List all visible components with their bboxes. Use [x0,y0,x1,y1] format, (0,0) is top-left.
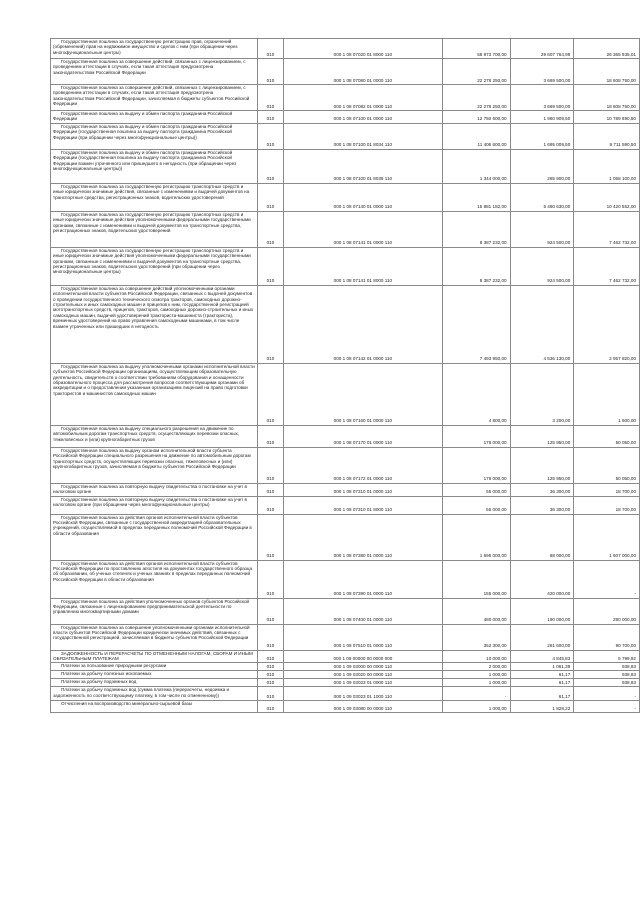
table-row [51,598,640,624]
row-line-code-cell: 010 [257,679,283,687]
table-row [51,701,640,713]
row-approved-amount-cell: 4 800,00 [442,363,510,425]
row-executed-amount-cell: 1 061,39 [510,663,574,671]
table-row [51,560,640,598]
table-row [51,663,640,671]
row-executed-amount-cell: 265 900,00 [510,149,574,183]
row-line-code-cell: 010 [257,598,283,624]
row-budget-code-cell: 000 1 09 03080 00 0000 110 [283,701,442,713]
row-approved-amount-cell: 176 000,00 [442,447,510,483]
row-executed-amount-cell: 190 000,00 [510,598,574,624]
table-row [51,624,640,650]
row-unexecuted-amount-cell: 26 365 935,01 [574,39,640,59]
row-line-code-cell: 010 [257,447,283,483]
table-row [51,425,640,447]
table-row [51,85,640,111]
row-line-code-cell: 010 [257,183,283,211]
row-name-cell: Государственная пошлина за выдачу органом исполнительной власти субъекта Российской Федерации специального разрешения на движение по автомобильным дорогам транспортных средств, осуществляющих перевозки опасных, тяжеловесных и (или) крупногабаритных грузов, зачисляемая в бюджеты субъектов Российской Федерации [51,447,258,483]
row-unexecuted-amount-cell: 10 420 552,00 [574,183,640,211]
row-name-cell: Государственная пошлина за действия уполномоченных органов субъектов Российской Федерации, связанные с лицензированием предпринимательской деятельности по управлению многоквартирными домами [51,598,258,624]
row-approved-amount-cell: 1 000,00 [442,679,510,687]
row-executed-amount-cell: 61,17 [510,671,574,679]
row-line-code-cell: 010 [257,650,283,663]
table-row [51,183,640,211]
row-unexecuted-amount-cell: 7 462 732,00 [574,211,640,247]
row-executed-amount-cell: 61,17 [510,679,574,687]
row-unexecuted-amount-cell: 50 050,00 [574,425,640,447]
row-approved-amount-cell: 22 278 250,00 [442,59,510,85]
table-row [51,123,640,149]
row-executed-amount-cell: 924 500,00 [510,211,574,247]
row-executed-amount-cell: 924 500,00 [510,247,574,285]
row-name-cell: Государственная пошлина за выдачу уполномоченными органами исполнительной власти субъектов Российской Федерации организациям, осуществляющим образовательную деятельность, свидетельств о соответствии требованиям оборудования и оснащенности образовательного процесса для рассмотрения вопросов соответствующими органами об аккредитации и о предоставлении указанным организациям лицензий на право подготовки трактористов и машинистов самоходных машин [51,363,258,425]
table-row [51,247,640,285]
row-name-cell: Государственная пошлина за государственную регистрацию транспортных средств и иные юридически значимые действия уполномоченными федеральными государственными органами, связанные с изменениями и выдачей документов на транспортные средства, регистрационных знаков, водительских удостоверений [51,211,258,247]
row-approved-amount-cell: 1 344 000,00 [442,149,510,183]
row-approved-amount-cell: 56 973 700,00 [442,39,510,59]
row-line-code-cell: 010 [257,111,283,124]
row-executed-amount-cell: 1 828,22 [510,701,574,713]
row-name-cell: Государственная пошлина за выдачу специального разрешения на движение по автомобильным дорогам транспортных средств, осуществляющих перевозки опасных, тяжеловесных и (или) крупногабаритных грузов [51,425,258,447]
row-executed-amount-cell: 29 607 764,99 [510,39,574,59]
table-row [51,483,640,496]
row-executed-amount-cell: 3 200,00 [510,363,574,425]
row-approved-amount-cell: 155 000,00 [442,560,510,598]
row-unexecuted-amount-cell: 7 462 732,00 [574,247,640,285]
row-approved-amount-cell: 1 000,00 [442,671,510,679]
row-approved-amount-cell: 2 000,00 [442,663,510,671]
row-line-code-cell: 010 [257,149,283,183]
row-line-code-cell: 010 [257,211,283,247]
row-budget-code-cell: 000 1 08 07141 01 8000 110 [283,247,442,285]
row-budget-code-cell: 000 1 08 07142 01 0000 110 [283,285,442,363]
table-row [51,285,640,363]
row-approved-amount-cell: 480 000,00 [442,598,510,624]
row-name-cell: Государственная пошлина за выдачу и обмен паспорта гражданина Российской Федерации (государственная пошлина за выдачу паспорта гражданина Российской Федерации (при обращении через многофункциональные центры)) [51,123,258,149]
row-approved-amount-cell: 8 387 232,00 [442,247,510,285]
row-unexecuted-amount-cell: 18 608 750,00 [574,59,640,85]
row-unexecuted-amount-cell: 290 000,00 [574,598,640,624]
row-name-cell: Платежи за добычу полезных ископаемых [51,671,258,679]
row-name-cell: Государственная пошлина за действия органов исполнительной власти субъектов Российской Федерации, связанные с государственной аккредитацией образовательных учреждений, осуществляемой в пределах переданных полномочий Российской Федерации в области образования [51,514,258,560]
row-approved-amount-cell: 15 881 182,00 [442,183,510,211]
row-line-code-cell: 010 [257,663,283,671]
table-row [51,650,640,663]
row-budget-code-cell: 000 1 08 07310 01 0000 110 [283,483,442,496]
row-budget-code-cell: 000 1 08 07100 01 8035 110 [283,149,442,183]
row-unexecuted-amount-cell: 9 711 590,50 [574,123,640,149]
revenue-table-body [51,39,640,713]
row-budget-code-cell: 000 1 08 07141 01 0000 110 [283,211,442,247]
row-budget-code-cell: 000 1 08 07390 01 0000 110 [283,560,442,598]
row-budget-code-cell: 000 1 08 07100 01 8034 110 [283,123,442,149]
row-name-cell: Государственная пошлина за повторную выдачу свидетельства о постановке на учет в налоговом органе (при обращении через многофункциональные центры) [51,496,258,514]
table-row [51,679,640,687]
row-line-code-cell: 010 [257,483,283,496]
row-approved-amount-cell: 11 406 600,00 [442,123,510,149]
row-name-cell: Государственная пошлина за выдачу и обмен паспорта гражданина Российской Федерации [51,111,258,124]
row-unexecuted-amount-cell: 50 050,00 [574,447,640,483]
row-budget-code-cell: 000 1 08 07510 01 0000 110 [283,624,442,650]
row-executed-amount-cell: 36 300,00 [510,483,574,496]
row-budget-code-cell: 000 1 08 07140 01 0000 110 [283,183,442,211]
table-row [51,149,640,183]
row-line-code-cell: 010 [257,59,283,85]
row-budget-code-cell: 000 1 08 07020 01 8000 110 [283,39,442,59]
row-executed-amount-cell: 88 000,00 [510,514,574,560]
row-line-code-cell: 010 [257,514,283,560]
table-row [51,514,640,560]
row-line-code-cell: 010 [257,425,283,447]
row-executed-amount-cell: 36 300,00 [510,496,574,514]
row-budget-code-cell: 000 1 08 07172 01 0000 110 [283,447,442,483]
table-row [51,671,640,679]
table-row [51,111,640,124]
table-row [51,496,640,514]
row-unexecuted-amount-cell: 5 799,92 [574,650,640,663]
row-budget-code-cell: 000 1 08 07400 01 0000 110 [283,598,442,624]
row-name-cell: Платежи за пользование природными ресурсами [51,663,258,671]
row-budget-code-cell: 000 1 08 07160 01 0000 110 [283,363,442,425]
row-budget-code-cell: 000 1 08 07080 01 0000 110 [283,59,442,85]
row-line-code-cell: 010 [257,701,283,713]
row-executed-amount-cell: 1 695 009,50 [510,123,574,149]
table-row [51,59,640,85]
row-unexecuted-amount-cell: 938,83 [574,671,640,679]
table-row [51,211,640,247]
row-line-code-cell: 010 [257,285,283,363]
row-name-cell: Государственная пошлина за действия органов исполнительной власти субъектов Российской Федерации по проставлению апостиля на документах государственного образца об образовании, об ученых степенях и ученых званиях в пределах переданных полномочий Российской Федерации в области образования [51,560,258,598]
row-name-cell: Государственная пошлина за повторную выдачу свидетельства о постановке на учет в налоговом органе [51,483,258,496]
row-line-code-cell: 010 [257,496,283,514]
row-approved-amount-cell: 7 493 950,00 [442,285,510,363]
row-executed-amount-cell: 125 950,00 [510,425,574,447]
row-line-code-cell: 010 [257,39,283,59]
row-budget-code-cell: 000 1 09 03020 00 0000 110 [283,671,442,679]
row-approved-amount-cell: 10 000,00 [442,650,510,663]
row-approved-amount-cell: 8 387 232,00 [442,211,510,247]
row-approved-amount-cell: 22 278 250,00 [442,85,510,111]
row-unexecuted-amount-cell: 90 700,00 [574,624,640,650]
row-name-cell: Государственная пошлина за совершение действий, связанных с лицензированием, с проведением аттестации в случаях, если такая аттестация предусмотрена законодательством Российской Федерации, зачисляемая в бюджеты субъектов Российской Федерации [51,85,258,111]
row-approved-amount-cell: 176 000,00 [442,425,510,447]
table-row [51,687,640,701]
row-approved-amount-cell: 12 750 600,00 [442,111,510,124]
row-unexecuted-amount-cell: 938,83 [574,679,640,687]
row-executed-amount-cell: 4 536 130,00 [510,285,574,363]
row-executed-amount-cell: 4 845,83 [510,650,574,663]
row-line-code-cell: 010 [257,247,283,285]
table-row [51,447,640,483]
row-executed-amount-cell: 125 950,00 [510,447,574,483]
row-name-cell: Отчисления на воспроизводство минерально-сырьевой базы [51,701,258,713]
row-executed-amount-cell: 420 000,00 [510,560,574,598]
row-name-cell: ЗАДОЛЖЕННОСТЬ И ПЕРЕРАСЧЕТЫ ПО ОТМЕНЕННЫМ НАЛОГАМ, СБОРАМ И ИНЫМ ОБЯЗАТЕЛЬНЫМ ПЛАТЕЖАМ [51,650,258,663]
row-executed-amount-cell: 3 669 500,00 [510,85,574,111]
row-budget-code-cell: 000 1 09 03000 00 0000 110 [283,663,442,671]
row-budget-code-cell: 000 1 08 07310 01 8000 110 [283,496,442,514]
row-executed-amount-cell: 1 960 909,50 [510,111,574,124]
row-unexecuted-amount-cell: 2 957 820,00 [574,285,640,363]
row-budget-code-cell: 000 1 08 07100 01 0000 110 [283,111,442,124]
row-unexecuted-amount-cell: 18 700,00 [574,496,640,514]
row-budget-code-cell: 000 1 08 07170 01 0000 110 [283,425,442,447]
row-name-cell: Государственная пошлина за государственную регистрацию прав, ограничений (обременений) прав на недвижимое имущество и сделок с ним (при обращении через многофункциональные центры) [51,39,258,59]
row-unexecuted-amount-cell: 18 608 750,00 [574,85,640,111]
row-name-cell: Платежи за добычу подземных вод (сумма платежа (перерасчеты, недоимка и задолженность по соответствующему платежу, в том числе по отмененному)) [51,687,258,701]
row-name-cell: Государственная пошлина за государственную регистрацию транспортных средств и иные юридически значимые действия, связанные с изменениями и выдачей документов на транспортные средства, регистрационных знаков, водительских удостоверений [51,183,258,211]
row-unexecuted-amount-cell: - [574,701,640,713]
row-approved-amount-cell: 352 300,00 [442,624,510,650]
row-executed-amount-cell: 261 600,00 [510,624,574,650]
table-row [51,363,640,425]
row-approved-amount-cell: 55 000,00 [442,483,510,496]
row-name-cell: Государственная пошлина за совершение действий, связанных с лицензированием, с проведением аттестации в случаях, если такая аттестация предусмотрена законодательством Российской Федерации [51,59,258,85]
table-row [51,39,640,59]
row-executed-amount-cell: 61,17 [510,687,574,701]
row-approved-amount-cell: 55 000,00 [442,496,510,514]
row-name-cell: Государственная пошлина за совершение уполномоченными органами исполнительной власти субъектов Российской Федерации юридически значимых действий, связанных с государственной регистрацией, зачисляемая в бюджеты субъектов Российской Федерации [51,624,258,650]
row-unexecuted-amount-cell: 1 058 100,00 [574,149,640,183]
row-name-cell: Государственная пошлина за выдачу и обмен паспорта гражданина Российской Федерации (государственная пошлина за выдачу паспорта гражданина Российской Федерации взамен утраченного или пришедшего в негодность (при обращении через многофункциональные центры)) [51,149,258,183]
row-name-cell: Платежи за добычу подземных вод [51,679,258,687]
row-executed-amount-cell: 5 460 630,00 [510,183,574,211]
row-name-cell: Государственная пошлина за совершение действий уполномоченными органами исполнительной власти субъектов Российской Федерации, связанных с выдачей документов о проведении государственного технического осмотра тракторов, самоходных дорожно-строительных и иных самоходных машин и прицепов к ним, государственной регистрацией мототранспортных средств, прицепов, тракторов, самоходных дорожно-строительных и иных самоходных машин, выдачей удостоверений тракториста-машиниста (тракториста), временных удостоверений на право управления самоходными машинами, в том числе взамен утраченных или пришедших в негодность [51,285,258,363]
row-executed-amount-cell: 3 669 500,00 [510,59,574,85]
row-line-code-cell: 010 [257,687,283,701]
row-name-cell: Государственная пошлина за государственную регистрацию транспортных средств и иные юридически значимые действия уполномоченными федеральными государственными органами, связанные с изменениями и выдачей документов на транспортные средства, регистрационных знаков, водительских удостоверений (при обращении через многофункциональные центры) [51,247,258,285]
revenue-table [50,38,640,713]
row-budget-code-cell: 000 1 09 00000 00 0000 000 [283,650,442,663]
row-approved-amount-cell: - [442,687,510,701]
row-line-code-cell: 010 [257,671,283,679]
row-line-code-cell: 010 [257,624,283,650]
row-unexecuted-amount-cell: 1 600,00 [574,363,640,425]
row-unexecuted-amount-cell: 10 789 690,50 [574,111,640,124]
row-unexecuted-amount-cell: - [574,560,640,598]
row-approved-amount-cell: 1 000,00 [442,701,510,713]
row-budget-code-cell: 000 1 08 07380 01 0000 110 [283,514,442,560]
row-budget-code-cell: 000 1 09 03023 01 0000 110 [283,679,442,687]
row-line-code-cell: 010 [257,363,283,425]
row-line-code-cell: 010 [257,123,283,149]
row-unexecuted-amount-cell: 938,83 [574,663,640,671]
row-approved-amount-cell: 1 695 000,00 [442,514,510,560]
row-unexecuted-amount-cell: 18 700,00 [574,483,640,496]
row-line-code-cell: 010 [257,560,283,598]
row-unexecuted-amount-cell: - [574,687,640,701]
row-budget-code-cell: 000 1 09 03023 01 1000 110 [283,687,442,701]
row-unexecuted-amount-cell: 1 607 000,00 [574,514,640,560]
row-line-code-cell: 010 [257,85,283,111]
row-budget-code-cell: 000 1 08 07082 01 0000 110 [283,85,442,111]
